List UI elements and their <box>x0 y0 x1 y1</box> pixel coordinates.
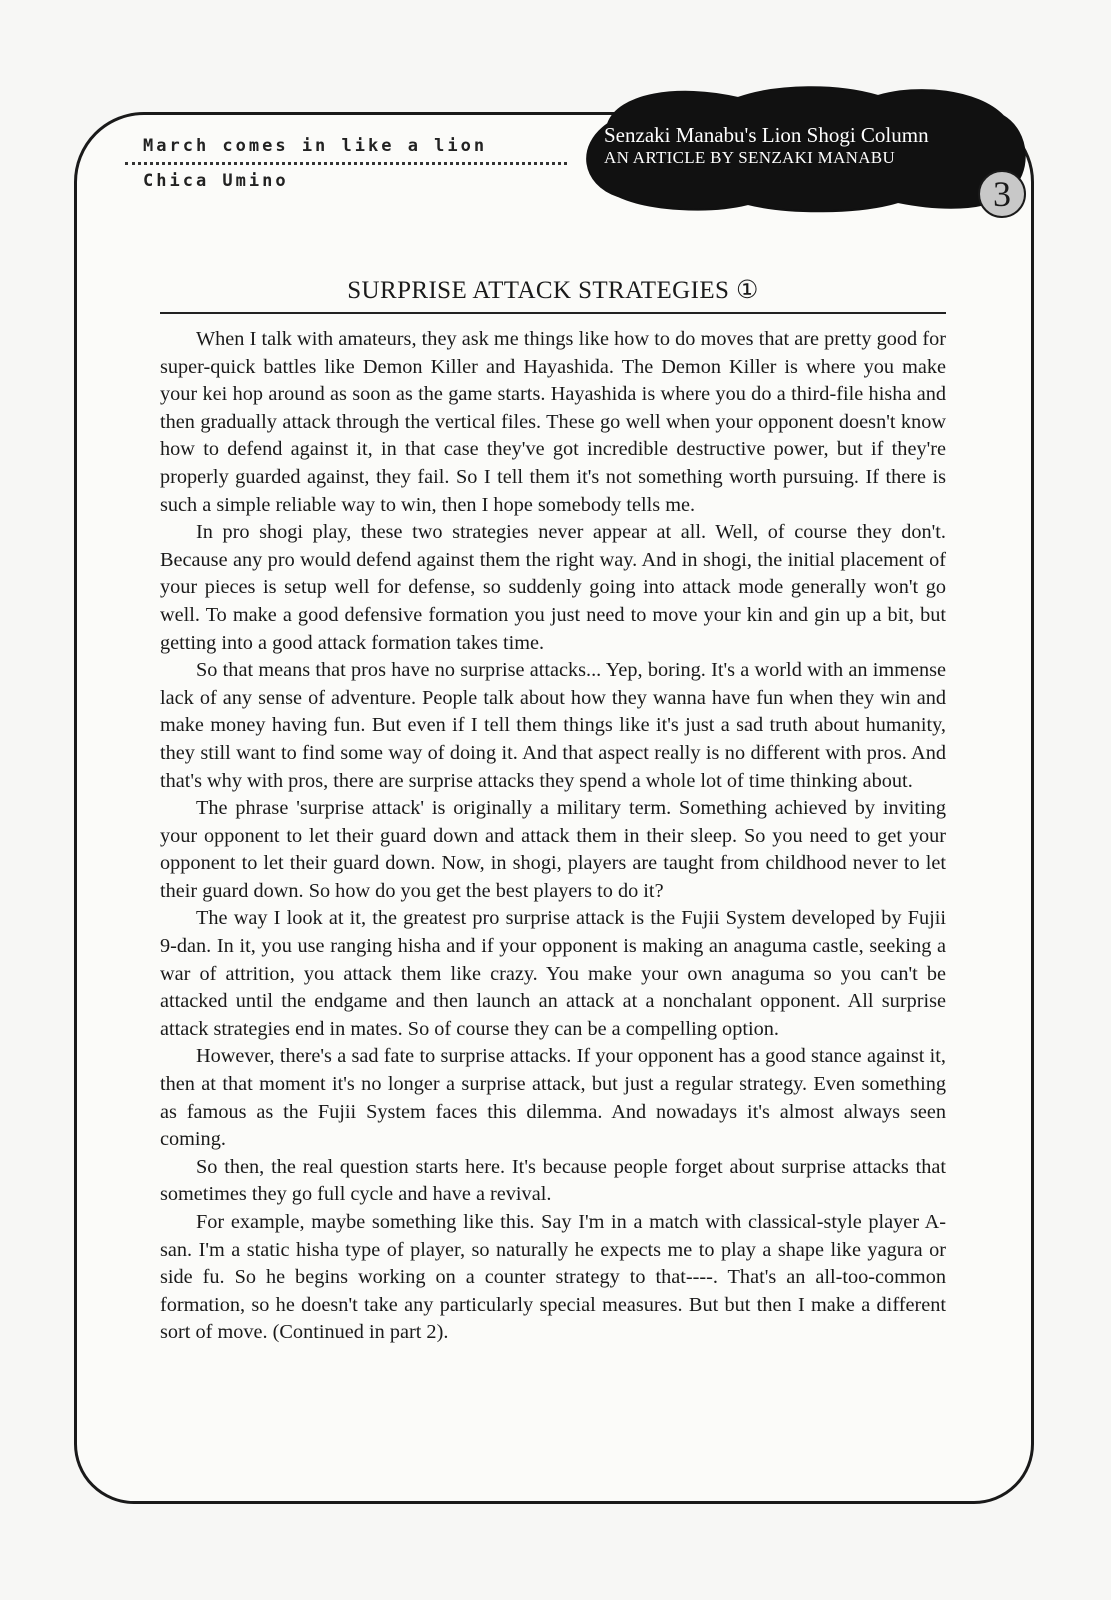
paragraph: In pro shogi play, these two strategies never appear at all. Well, of course they don't. Because any pro would defend against them the right way. And in shogi, the initial placement of your pieces is setup well for defense, so suddenly going into attack mode generally won't go well. To make a good defensive formation you just need to move your kin and gin up a bit, but getting into a good attack formation takes time. <box>160 521 946 654</box>
paragraph: For example, maybe something like this. Say I'm in a match with classical-style player A-san. I'm a static hisha type of player, so naturally he expects me to play a shape like yagura or side fu. So he begins working on a counter strategy to that----. That's an all-too-common formation, so he doesn't take any particularly special measures. But but then I make a different sort of move. (Continued in part 2). <box>160 1211 946 1344</box>
paragraph: However, there's a sad fate to surprise attacks. If your opponent has a good stance against it, then at that moment it's no longer a surprise attack, but just a regular strategy. Even something as famous as the Fujii System faces this dilemma. And nowadays it's almost always seen coming. <box>160 1045 946 1151</box>
title-underline <box>160 312 946 314</box>
issue-number-badge: 3 <box>978 170 1026 218</box>
series-title: March comes in like a lion <box>143 136 488 156</box>
paragraph: The phrase 'surprise attack' is originally a military term. Something achieved by inviting your opponent to let their guard down and attack them in their sleep. So you need to get your opponent to let their guard down. Now, in shogi, players are taught from childhood never to let their guard down. So how do you get the best players to do it? <box>160 797 946 902</box>
dotted-divider <box>125 162 567 165</box>
column-cloud-banner <box>568 84 1038 214</box>
article-byline: AN ARTICLE BY SENZAKI MANABU <box>604 148 896 167</box>
cloud-text <box>604 122 929 168</box>
column-name: Senzaki Manabu's Lion Shogi Column <box>604 123 929 147</box>
paragraph: So then, the real question starts here. It's because people forget about surprise attacks that sometimes they go full cycle and have a revival. <box>160 1155 946 1206</box>
paragraph: The way I look at it, the greatest pro surprise attack is the Fujii System developed by Fujii 9-dan. In it, you use ranging hisha and if your opponent is making an anaguma castle, seeking a war of attrition, you attack them like crazy. You make your own anaguma so you can't be attacked until the endgame and then launch an attack at a nonchalant opponent. All surprise attack strategies end in mates. So of course they can be a compelling option. <box>160 907 946 1040</box>
series-header <box>125 130 567 191</box>
paragraph: When I talk with amateurs, they ask me things like how to do moves that are pretty good for super-quick battles like Demon Killer and Hayashida. The Demon Killer is where you make your kei hop around as soon as the game starts. Hayashida is where you do a third-file hisha and then gradually attack through the vertical files. These go well when your opponent doesn't know how to defend against it, in that case they've got incredible destructive power, but if they're properly guarded against, they fail. So I tell them it's not something worth pursuing. If there is such a simple reliable way to win, then I hope somebody tells me. <box>160 328 946 516</box>
article-body <box>160 326 946 1347</box>
article-title: SURPRISE ATTACK STRATEGIES ① <box>347 277 759 304</box>
author-name: Chica Umino <box>143 171 289 191</box>
paragraph: So that means that pros have no surprise attacks... Yep, boring. It's a world with an immense lack of any sense of adventure. People talk about how they wanna have fun when they win and make money having fun. But even if I tell them things like it's just a sad truth about humanity, they still want to find some way of doing it. And that aspect really is no different with pros. And that's why with pros, there are surprise attacks they spend a whole lot of time thinking about. <box>160 659 946 792</box>
